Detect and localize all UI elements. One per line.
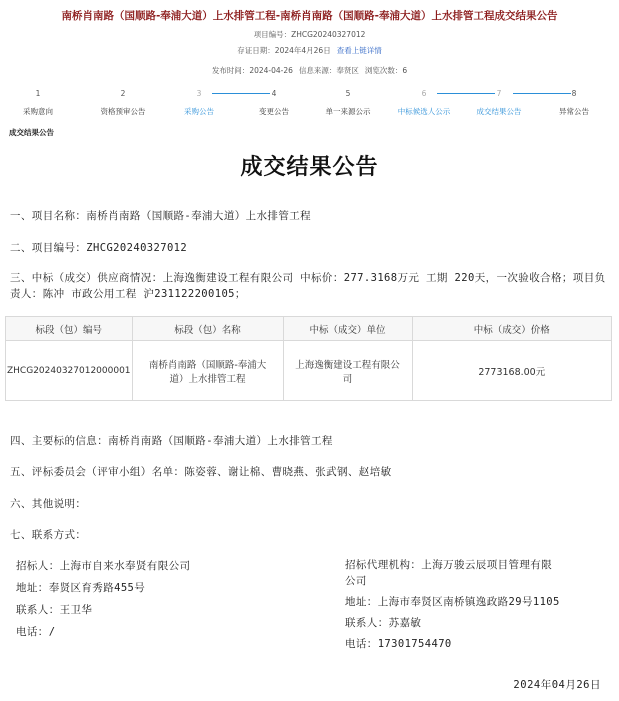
project-no-label: 项目编号：	[253, 30, 292, 39]
step-number: 8	[571, 89, 577, 98]
agency-cont: 公司	[345, 575, 367, 587]
step-number: 7	[496, 89, 502, 98]
step-label: 中标候选人公示	[397, 107, 451, 116]
project-no-value: ZHCG20240327012	[291, 30, 366, 39]
source-label: 信息来源：	[298, 66, 337, 75]
item-project-number: 二、项目编号：ZHCG20240327012	[10, 242, 188, 254]
step-label: 变更公告	[259, 107, 289, 116]
step-single-source[interactable]	[308, 88, 388, 117]
procurement-steps	[0, 88, 619, 118]
announcement-date: 2024年04月26日	[513, 679, 601, 691]
step-result-notice[interactable]	[459, 88, 539, 117]
tenderer: 招标人：上海市自来水奉贤有限公司	[16, 560, 191, 572]
step-number: 2	[120, 89, 126, 98]
agency-contact: 联系人：苏嘉敏	[345, 617, 422, 629]
item-contact-heading: 七、联系方式：	[10, 529, 87, 541]
source-value: 奉贤区	[336, 66, 359, 75]
result-table	[5, 316, 612, 401]
item-other-notes: 六、其他说明：	[10, 498, 87, 510]
page-heading: 成交结果公告	[240, 155, 379, 180]
step-label: 采购意向	[23, 107, 53, 116]
step-label: 单一来源公示	[325, 107, 371, 116]
agency: 招标代理机构：上海万骏云辰项目管理有限	[345, 559, 553, 571]
agency-address: 地址：上海市奉贤区南桥镇逸政路29号1105	[345, 596, 560, 608]
section-tag: 成交结果公告	[9, 128, 54, 137]
item-main-subject: 四、主要标的信息：南桥肖南路（国顺路-奉浦大道）上水排管工程	[10, 435, 333, 447]
step-number: 1	[35, 89, 41, 98]
step-number: 3	[196, 89, 202, 98]
step-prequalification[interactable]	[83, 88, 163, 117]
cell-lot-no: ZHCG20240327012000001	[6, 341, 133, 401]
item-committee: 五、评标委员会（评审小组）名单：陈姿蓉、谢让棉、曹晓燕、张武钢、赵培敏	[10, 466, 392, 478]
publish-info-line	[0, 65, 619, 76]
publish-time: 2024-04-26	[249, 66, 293, 75]
project-number-line	[0, 29, 619, 40]
step-procurement-intent[interactable]	[0, 88, 78, 117]
publish-label: 发布时间：	[211, 66, 250, 75]
table-row	[6, 341, 612, 401]
col-header-price: 中标（成交）价格	[412, 317, 611, 341]
contact-right	[345, 555, 615, 655]
step-procurement-notice[interactable]	[159, 88, 239, 117]
contact-left	[16, 555, 316, 643]
step-abnormal-notice[interactable]	[534, 88, 614, 117]
step-label: 异常公告	[559, 107, 589, 116]
tenderer-address: 地址：奉贤区育秀路455号	[16, 582, 146, 594]
col-header-lot-name: 标段（包）名称	[132, 317, 283, 341]
step-number: 4	[271, 89, 277, 98]
cell-winner: 上海逸衡建设工程有限公司	[283, 341, 412, 401]
step-change-notice[interactable]	[234, 88, 314, 117]
col-header-lot-no: 标段（包）编号	[6, 317, 133, 341]
tenderer-contact: 联系人：王卫华	[16, 604, 93, 616]
step-label: 采购公告	[184, 107, 214, 116]
step-number: 5	[345, 89, 351, 98]
views-value: 6	[402, 66, 408, 75]
step-label: 成交结果公告	[476, 107, 522, 116]
step-number: 6	[421, 89, 427, 98]
item-supplier-info: 三、中标（成交）供应商情况：上海逸衡建设工程有限公司 中标价：277.3168万元 工期 220天，一次验收合格；项目负责人：陈冲 市政公用工程 沪231122200105；	[10, 272, 606, 300]
step-candidate-notice[interactable]	[384, 88, 464, 117]
item-project-name: 一、项目名称：南桥肖南路（国顺路-奉浦大道）上水排管工程	[10, 210, 312, 222]
step-label: 资格预审公告	[100, 107, 146, 116]
views-label: 浏览次数：	[364, 66, 403, 75]
save-date-label: 存证日期：	[237, 46, 275, 55]
view-chain-link[interactable]: 查看上链详情	[336, 46, 382, 55]
tenderer-phone: 电话：/	[16, 626, 56, 638]
cell-price: 2773168.00元	[412, 341, 611, 401]
col-header-winner: 中标（成交）单位	[283, 317, 412, 341]
agency-phone: 电话：17301754470	[345, 638, 452, 650]
cell-lot-name: 南桥肖南路（国顺路-奉浦大道）上水排管工程	[132, 341, 283, 401]
announcement-title: 南桥肖南路（国顺路-奉浦大道）上水排管工程-南桥肖南路（国顺路-奉浦大道）上水排管工程成交结果公告	[61, 10, 558, 22]
table-header-row	[6, 317, 612, 341]
save-date-line	[0, 45, 619, 56]
save-date-value: 2024年4月26日	[274, 46, 331, 55]
